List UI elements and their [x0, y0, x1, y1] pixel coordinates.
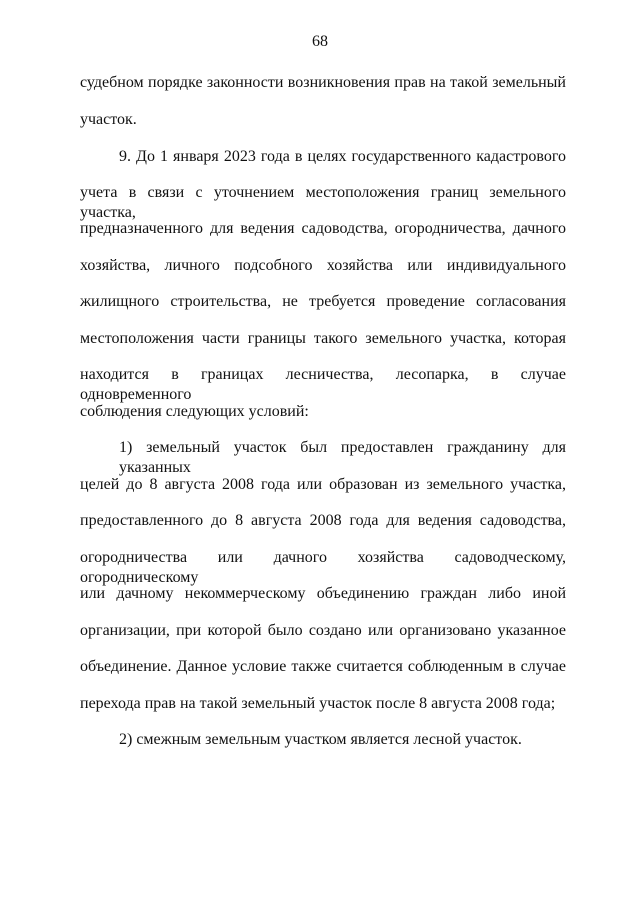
text-line: предназначенного для ведения садоводства, огородничества, дачного [80, 220, 566, 237]
text-line: 2) смежным земельным участком является лесной участок. [119, 731, 522, 748]
text-line: местоположения части границы такого земельного участка, которая [80, 330, 566, 347]
text-line: соблюдения следующих условий: [80, 403, 309, 420]
text-line: 1) земельный участок был предоставлен гражданину для указанных [119, 439, 566, 476]
text-line: огородничества или дачного хозяйства садоводческому, огородническому [80, 549, 566, 586]
text-line: предоставленного до 8 августа 2008 года для ведения садоводства, [80, 512, 566, 529]
text-line: 9. До 1 января 2023 года в целях государственного кадастрового [119, 148, 566, 165]
text-line: судебном порядке законности возникновения прав на такой земельный [80, 74, 566, 91]
text-line: целей до 8 августа 2008 года или образован из земельного участка, [80, 476, 566, 493]
text-line: хозяйства, личного подсобного хозяйства или индивидуального [80, 257, 566, 274]
text-line: находится в границах лесничества, лесопарка, в случае одновременного [80, 366, 566, 403]
text-line: организации, при которой было создано или организовано указанное [80, 622, 566, 639]
text-line: жилищного строительства, не требуется проведение согласования [80, 293, 566, 310]
text-line: или дачному некоммерческому объединению граждан либо иной [80, 585, 566, 602]
page-number: 68 [312, 33, 328, 50]
text-line: учета в связи с уточнением местоположения границ земельного участка, [80, 184, 566, 221]
text-line: перехода прав на такой земельный участок после 8 августа 2008 года; [80, 695, 556, 712]
text-line: участок. [80, 111, 137, 128]
text-line: объединение. Данное условие также считается соблюденным в случае [80, 658, 566, 675]
